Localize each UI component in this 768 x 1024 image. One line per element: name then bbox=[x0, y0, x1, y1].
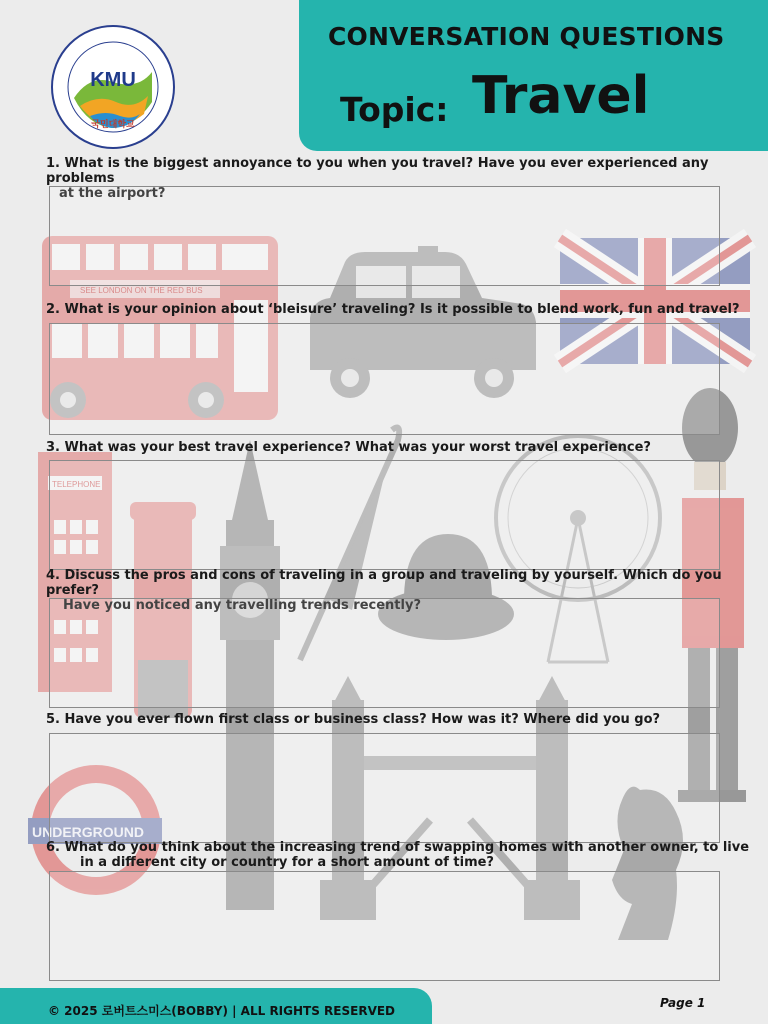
kmu-logo-icon bbox=[50, 24, 176, 150]
question-1-line-1: 1. What is the biggest annoyance to you when you travel? Have you ever experienced any problems bbox=[46, 156, 709, 186]
question-6-line-1: 6. What do you think about the increasing trend of swapping homes with another owner, to live bbox=[46, 840, 750, 855]
question-4-line-1: 4. Discuss the pros and cons of traveling in a group and traveling by yourself. Which do you prefer? bbox=[46, 568, 722, 598]
question-1-line-2: at the airport? bbox=[59, 186, 166, 201]
answer-box-4[interactable] bbox=[49, 598, 720, 708]
page-title: CONVERSATION QUESTIONS bbox=[328, 22, 725, 51]
logo-initials: KMU bbox=[90, 69, 136, 91]
bus-sign-text: SEE LONDON ON THE RED BUS bbox=[80, 286, 203, 295]
page-number: Page 1 bbox=[660, 996, 706, 1010]
copyright-text: © 2025 로버트스미스(BOBBY) | ALL RIGHTS RESERVED bbox=[48, 1004, 396, 1018]
answer-box-1[interactable] bbox=[49, 186, 720, 286]
telephone-sign-text: TELEPHONE bbox=[52, 480, 101, 489]
underground-sign-text: UNDERGROUND bbox=[32, 824, 144, 840]
question-3-line-1: 3. What was your best travel experience? What was your worst travel experience? bbox=[46, 440, 651, 455]
topic-label: Topic: bbox=[340, 90, 449, 129]
question-5 bbox=[46, 712, 768, 727]
question-5-line-1: 5. Have you ever flown first class or business class? How was it? Where did you go? bbox=[46, 712, 661, 727]
question-2 bbox=[46, 302, 768, 317]
answer-box-2[interactable] bbox=[49, 323, 720, 435]
question-6 bbox=[46, 840, 768, 870]
answer-box-6[interactable] bbox=[49, 871, 720, 981]
answer-box-5[interactable] bbox=[49, 733, 720, 843]
question-2-line-1: 2. What is your opinion about ‘bleisure’ traveling? Is it possible to blend work, fun and travel? bbox=[46, 302, 740, 317]
question-4-line-2: Have you noticed any travelling trends recently? bbox=[63, 598, 421, 613]
question-6-line-2: in a different city or country for a short amount of time? bbox=[80, 855, 494, 870]
answer-box-3[interactable] bbox=[49, 460, 720, 570]
logo-korean-name: 국민대학교 bbox=[91, 120, 135, 130]
topic-value: Travel bbox=[472, 66, 650, 126]
question-3 bbox=[46, 440, 768, 455]
